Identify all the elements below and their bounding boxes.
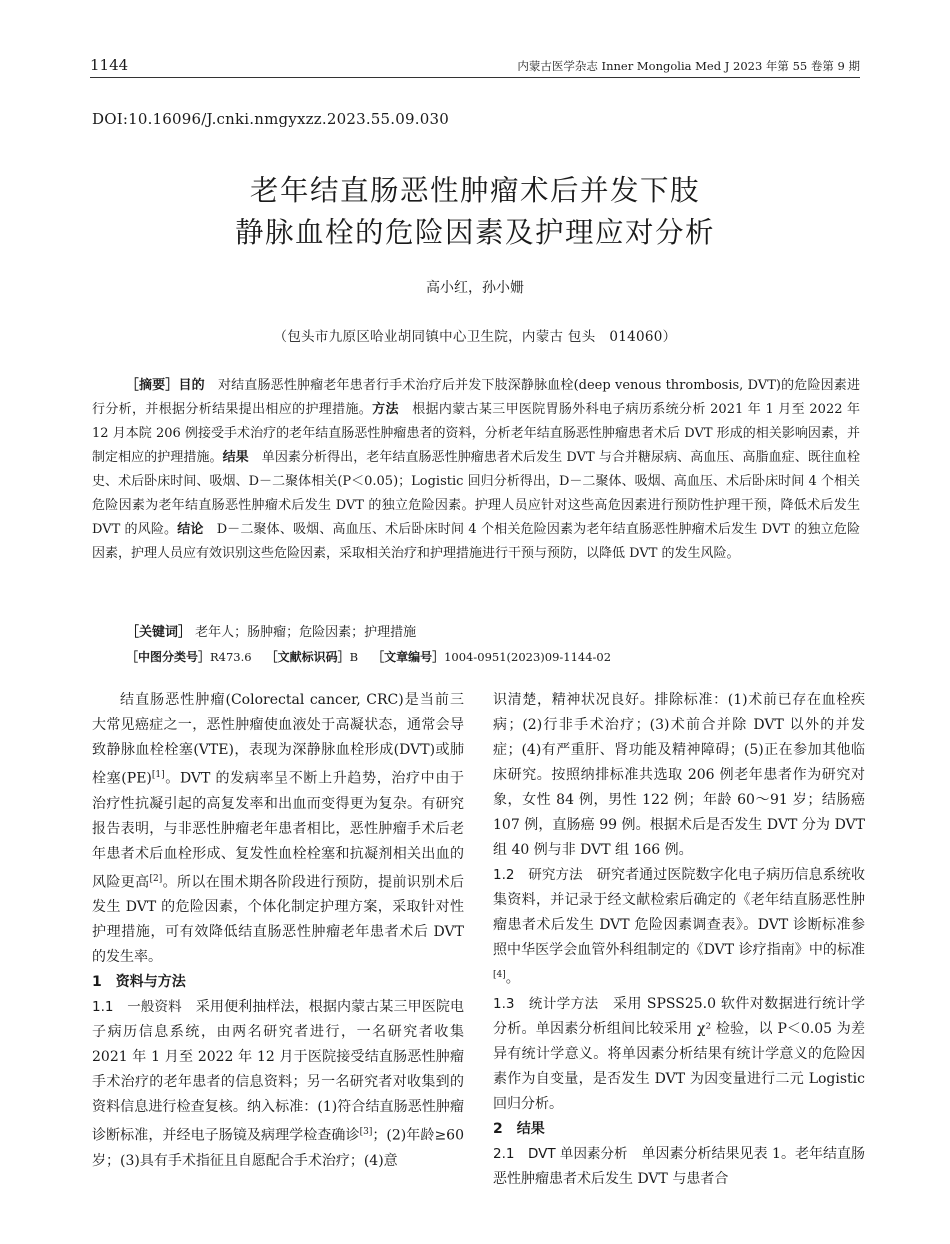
running-head: 内蒙古医学杂志 Inner Mongolia Med J 2023 年第 55 卷第 9 期 — [517, 59, 860, 73]
keywords-label: ［关键词］ — [126, 625, 192, 640]
method-text: 根据内蒙古某三甲医院胃肠外科电子病历系统分析 2021 年 1 月至 2022 年 12 月本院 206 例接受手术治疗的老年结直肠恶性肿瘤患者的资料，分析老年结直肠恶性肿瘤患者术后 DVT 形成的相关影响因素，并制定相应的护理措施。 — [92, 402, 860, 465]
purpose-text: 对结直肠恶性肿瘤老年患者行手术治疗后并发下肢深静脉血栓(deep venous thrombosis, DVT)的危险因素进行分析，并根据分析结果提出相应的护理措施。 — [92, 378, 860, 417]
citation-3[interactable]: [3] — [359, 1127, 373, 1138]
article-no-label: ［文章编号］ — [372, 650, 445, 664]
section-1-1-label: 1.1 一般资料 — [92, 999, 182, 1016]
intro-text-b: 。DVT 的发病率呈不断上升趋势，治疗中由于治疗性抗凝引起的高复发率和出血而变得更为复杂。有研究报告表明，与非恶性肿瘤老年患者相比，恶性肿瘤手术后老年患者术后血栓形成、复发性血栓栓塞和抗凝剂相关出血的风险更高 — [92, 770, 464, 891]
abstract-label: ［摘要］ — [125, 378, 179, 393]
classification-line — [126, 648, 611, 665]
section-1-2-text-a: 研究者通过医院数字化电子病历信息系统收集资料，并记录于经文献检索后确定的《老年结直肠恶性肿瘤患者术后发生 DVT 危险因素调查表》。DVT 诊断标准参照中华医学会血管外科组制定的《DVT 诊疗指南》中的标准 — [493, 867, 865, 958]
intro-text-a: 结直肠恶性肿瘤(Colorectal cancer, CRC)是当前三大常见癌症之一，恶性肿瘤使血液处于高凝状态，通常会导致静脉血栓栓塞(VTE)，表现为深静脉血栓形成(DVT)或肺栓塞(PE) — [92, 692, 464, 787]
clc-value: R473.6 — [210, 650, 252, 664]
title-line-2: 静脉血栓的危险因素及护理应对分析 — [234, 216, 715, 249]
section-1-2-text-b: 。 — [505, 970, 520, 987]
article-no-value: 1004-0951(2023)09-1144-02 — [444, 650, 612, 664]
conclusion-text: D－二聚体、吸烟、高血压、术后卧床时间 4 个相关危险因素为老年结直肠恶性肿瘤术后发生 DVT 的独立危险因素，护理人员应有效识别这些危险因素，采取相关治疗和护理措施进行干预与预防，以降低 DVT 的发生风险。 — [92, 522, 860, 561]
section-1-3-label: 1.3 统计学方法 — [493, 995, 599, 1012]
section-2-1-text: 单因素分析结果见表 1。老年结直肠恶性肿瘤患者术后发生 DVT 与患者合 — [493, 1145, 866, 1187]
intro-paragraph — [92, 688, 464, 970]
section-2-heading: 2 结果 — [493, 1120, 545, 1137]
page-number: 1144 — [90, 56, 129, 74]
section-1-3-text: 采用 SPSS25.0 软件对数据进行统计学分析。单因素分析组间比较采用 χ² 检验，以 P＜0.05 为差异有统计学意义。将单因素分析结果有统计学意义的危险因素作为自变量，是否发生 DVT 为因变量进行二元 Logistic 回归分析。 — [493, 995, 865, 1112]
clc-label: ［中图分类号］ — [126, 650, 211, 664]
conclusion-label: 结论 — [177, 522, 204, 537]
section-1-2-label: 1.2 研究方法 — [493, 867, 583, 883]
section-1-1-text-b: ；(2)年龄≥60 岁；(3)具有手术指征且自愿配合手术治疗；(4)意 — [92, 1127, 464, 1169]
section-1-1-paragraph — [92, 995, 464, 1174]
page-header — [90, 50, 860, 78]
body-column-left — [92, 688, 464, 1174]
result-label: 结果 — [222, 450, 249, 465]
section-2-1-label: 2.1 DVT 单因素分析 — [493, 1145, 628, 1162]
keywords — [126, 621, 416, 640]
abstract — [92, 374, 860, 566]
affiliation: （包头市九原区哈业胡同镇中心卫生院，内蒙古 包头 014060） — [273, 329, 677, 345]
doc-code-value: B — [349, 650, 359, 664]
citation-2[interactable]: [2] — [149, 873, 163, 884]
doi: DOI:10.16096/J.cnki.nmgyxzz.2023.55.09.030 — [92, 110, 449, 128]
keywords-text: 老年人；肠肿瘤；危险因素；护理措施 — [195, 625, 417, 640]
section-1-heading: 1 资料与方法 — [92, 974, 186, 991]
result-text: 单因素分析得出，老年结直肠恶性肿瘤患者术后发生 DVT 与合并糖尿病、高血压、高脂血症、既往血栓史、术后卧床时间、吸烟、D－二聚体相关(P＜0.05)；Logistic 回归分析得出，D－二聚体、吸烟、高血压、术后卧床时间 4 个相关危险因素为老年结直肠恶性肿瘤术后发生 DVT 的独立危险因素。护理人员应针对这些高危因素进行预防性护理干预，降低术后发生 DVT 的风险。 — [92, 450, 860, 537]
method-label: 方法 — [372, 402, 399, 417]
authors: 高小红，孙小姗 — [426, 280, 524, 296]
section-1-2-paragraph — [493, 863, 865, 992]
purpose-label: 目的 — [178, 378, 205, 393]
citation-4[interactable]: [4] — [493, 970, 506, 980]
header-rule — [90, 77, 860, 78]
section-1-3-paragraph — [493, 992, 865, 1117]
title-line-1: 老年结直肠恶性肿瘤术后并发下肢 — [249, 174, 700, 207]
abstract-paragraph — [92, 374, 860, 566]
intro-text-c: 。所以在围术期各阶段进行预防，提前识别术后发生 DVT 的危险因素，个体化制定护理方案，采取针对性护理措施，可有效降低结直肠恶性肿瘤老年患者术后 DVT 的发生率。 — [92, 874, 465, 966]
citation-1[interactable]: [1] — [151, 770, 165, 780]
section-1-1-text-a: 采用便利抽样法，根据内蒙古某三甲医院电子病历信息系统，由两名研究者进行，一名研究者收集 2021 年 1 月至 2022 年 12 月于医院接受结直肠恶性肿瘤手术治疗的老年患者的信息资料；另一名研究者对收集到的资料信息进行检查复核。纳入标准：(1)符合结直肠恶性肿瘤诊断标准，并经电子肠镜及病理学检查确诊 — [92, 999, 464, 1144]
doc-code-label: ［文献标识码］ — [265, 650, 350, 664]
section-2-1-paragraph — [493, 1142, 865, 1192]
section-1-1-continued: 识清楚，精神状况良好。排除标准：(1)术前已存在血栓疾病；(2)行非手术治疗；(3)术前合并除 DVT 以外的并发症；(4)有严重肝、肾功能及精神障碍；(5)正在参加其他临床研究。按照纳排标准共选取 206 例老年患者作为研究对象，女性 84 例，男性 122 例；年龄 60～91 岁；结肠癌 107 例，直肠癌 99 例。根据术后是否发生 DVT 分为 DVT 组 40 例与非 DVT 组 166 例。 — [493, 692, 865, 858]
body-column-right — [493, 688, 865, 1192]
article-title — [0, 170, 950, 254]
